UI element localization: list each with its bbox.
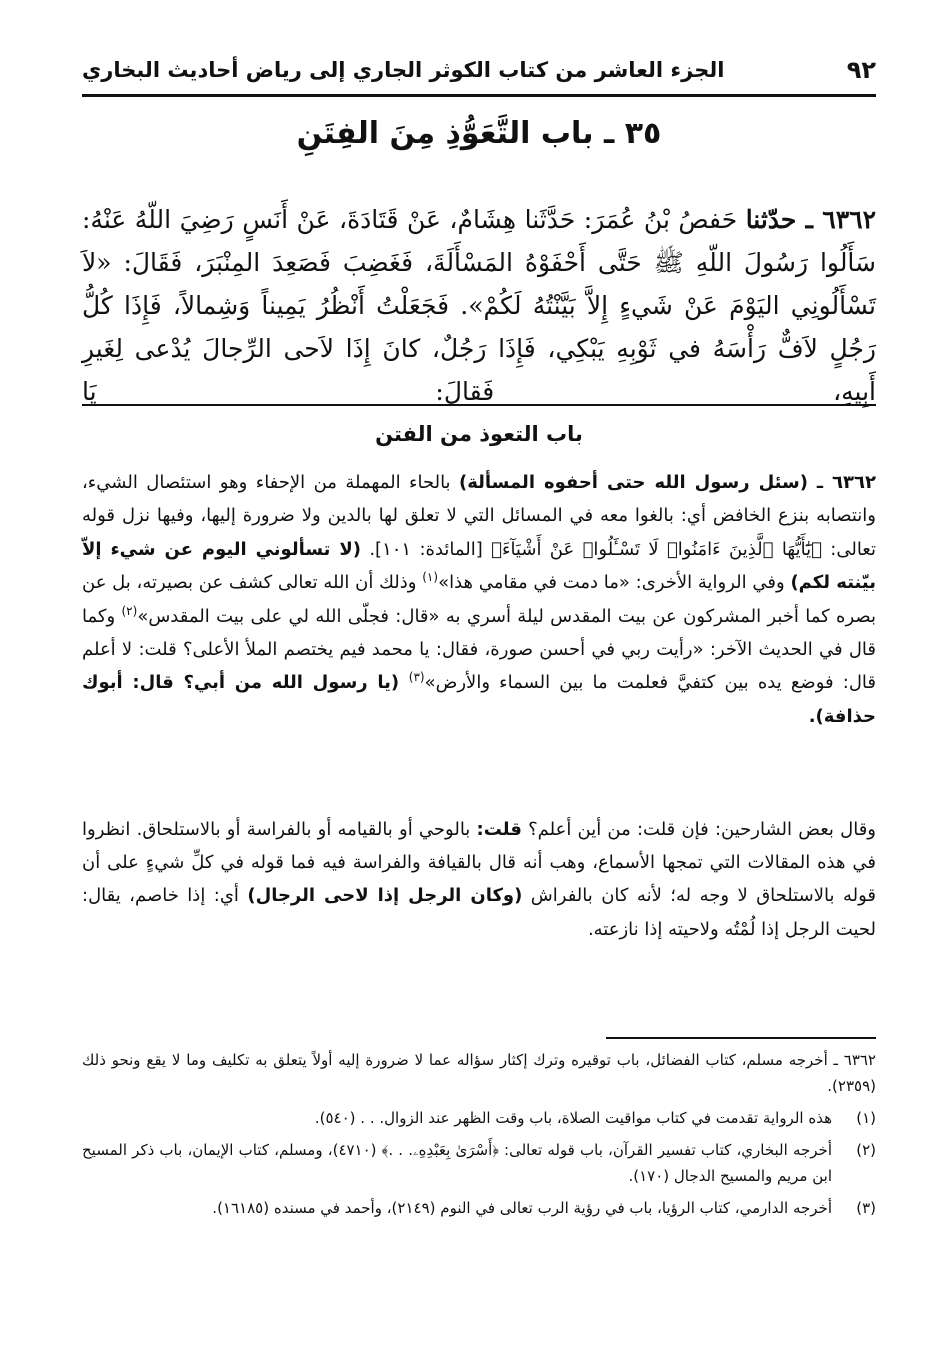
footnote-text: هذه الرواية تقدمت في كتاب مواقيت الصلاة، باب وقت الظهر عند الزوال. . . (٥٤٠). (314, 1109, 832, 1127)
footnote-main: ٦٣٦٢ ـ أخرجه مسلم، كتاب الفضائل، باب توقيره وترك إكثار سؤاله عما لا ضرورة إليه أولاً يتعلق به تكليف وما لا يقع ونحو ذلك (٢٣٥٩). (82, 1051, 876, 1095)
footnote-text: أخرجه الدارمي، كتاب الرؤيا، باب في رؤية الرب تعالى في النوم (٢١٤٩)، وأحمد في مسنده (١٦١٨٥). (212, 1199, 832, 1217)
commentary-text: بالوحي أو بالقيامه أو بالفراسة أو بالاستلحاق. انظروا في هذه المقالات التي تمجها الأسماع، وهب أنه قال بالقيافة والفراسة فيه فما قوله في كلِّ شيءٍ على أن قوله بالاستلحاق لا وجه له؛ لأنه كان بالفراش (82, 819, 876, 907)
header-rule (82, 94, 876, 97)
hadith-lead: ٦٣٦٢ ـ حدّثنا (745, 205, 876, 234)
section-divider (82, 404, 876, 406)
commentary-quote: (يا رسول الله من أبي؟ قال: أبوك حذافة). (82, 672, 876, 727)
commentary-quote: (وكان الرجل إذا لاحى الرجال) (247, 885, 523, 907)
footnote-item (82, 1195, 876, 1221)
footnote-text: أخرجه البخاري، كتاب تفسير القرآن، باب قوله تعالى: ﴿أَسْرَىٰ بِعَبْدِهِۦ. . .﴾ (٤٧١٠)، ومسلم، كتاب الإيمان، باب ذكر المسيح ابن مريم والمسيح الدجال (١٧٠). (82, 1141, 832, 1185)
footnotes (82, 1047, 876, 1227)
chapter-title: ٣٥ ـ باب التَّعَوُّذِ مِنَ الفِتَنِ (296, 116, 662, 151)
commentary-quote: (لا تسألوني اليوم عن شيء إلاّ بيّنته لكم) (82, 538, 877, 594)
hadith-body: حَفصُ بْنُ عُمَرَ: حَدَّثَنا هِشَامٌ، عَنْ قَتَادَةَ، عَنْ أَنَسٍ رَضِيَ اللّهُ عَنْهُ: سَأَلُوا رَسُولَ اللّهِ ﷺ حَتَّى أَحْفَوْهُ المَسْأَلَةَ، فَغَضِبَ فَصَعِدَ المِنْبَرَ، فَقَالَ: «لاَ تَسْأَلُونِي اليَوْمَ عَنْ شَيءٍ إِلاَّ بَيَّنْتُهُ لَكُمْ». فَجَعَلْتُ أَنْظُرُ يَمِيناً وَشِمالاً، فَإِذَا كُلُّ رَجُلٍ لاَفٌّ رَأْسَهُ في ثَوْبِهِ يَبْكِي، فَإِذَا رَجُلٌ، كانَ إِذَا لاَحى الرِّجالَ يُدْعى لِغَيرِ أَبِيهِ، فَقالَ: يَا (82, 205, 876, 406)
commentary-text: أي: إذا خاصم، يقال: لحيت الرجل إذا لُمْتُه ولاحيته إذا نازعته. (82, 885, 876, 940)
commentary-lead: ٦٣٦٢ ـ (سئل رسول الله حتى أحفوه المسألة) (459, 472, 876, 493)
commentary-text: وفي الرواية الأخرى: «ما دمت في مقامي هذا» (438, 572, 791, 594)
commentary-text: وذلك أن الله تعالى كشف عن بصيرته، بل عن بصره كما أخبر المشركون عن بيت المقدس ليلة أسري به «قال: فجلّى الله لي على بيت المقدس» (82, 572, 876, 627)
commentary-paragraph-2 (82, 813, 876, 946)
footnote-rule (606, 1037, 876, 1039)
commentary-paragraph-1 (82, 466, 876, 733)
commentary-title: باب التعوذ من الفتن (375, 422, 583, 446)
commentary-text: وكما قال في الحديث الآخر: «رأيت ربي في أحسن صورة، فقال: يا محمد فيم يختصم الملأ الأعلى؟ قلت: لا أعلم قال: فوضع يده بين كتفيَّ فعلمت ما بين السماء والأرض» (82, 605, 876, 694)
commentary-keyword: قلت: (476, 819, 522, 840)
footnote-item (82, 1137, 876, 1189)
running-title: الجزء العاشر من كتاب الكوثر الجاري إلى رياض أحاديث البخاري (82, 58, 725, 82)
footnote-number: (١) (856, 1109, 876, 1127)
footnote-number: (٣) (856, 1199, 876, 1217)
footnote-ref-1[interactable]: (١) (422, 570, 439, 585)
commentary-text: وقال بعض الشارحين: فإن قلت: من أين أعلم؟ (521, 819, 876, 840)
footnote-ref-2[interactable]: (٢) (121, 603, 138, 618)
hadith-text (82, 198, 876, 413)
page-number: ٩٢ (846, 56, 876, 84)
footnote-item (82, 1105, 876, 1131)
footnote-ref-3[interactable]: (٣) (408, 670, 425, 685)
footnote-number: (٢) (856, 1141, 876, 1159)
page-header (82, 50, 876, 90)
commentary-text: بالحاء المهملة من الإحفاء وهو استئصال الشيء، وانتصابه بنزع الخافض أي: بالغوا معه في المسائل التي لا تعلق لها بالدين ولا ضرورة إليها، وفيها نزل قوله تعالى: ﴿يَٰٓأَيُّهَا ٱلَّذِينَ ءَامَنُوا۟ لَا تَسْـَٔلُوا۟ عَنْ أَشْيَآءَ﴾ [المائدة: ١٠١]. (82, 472, 877, 560)
